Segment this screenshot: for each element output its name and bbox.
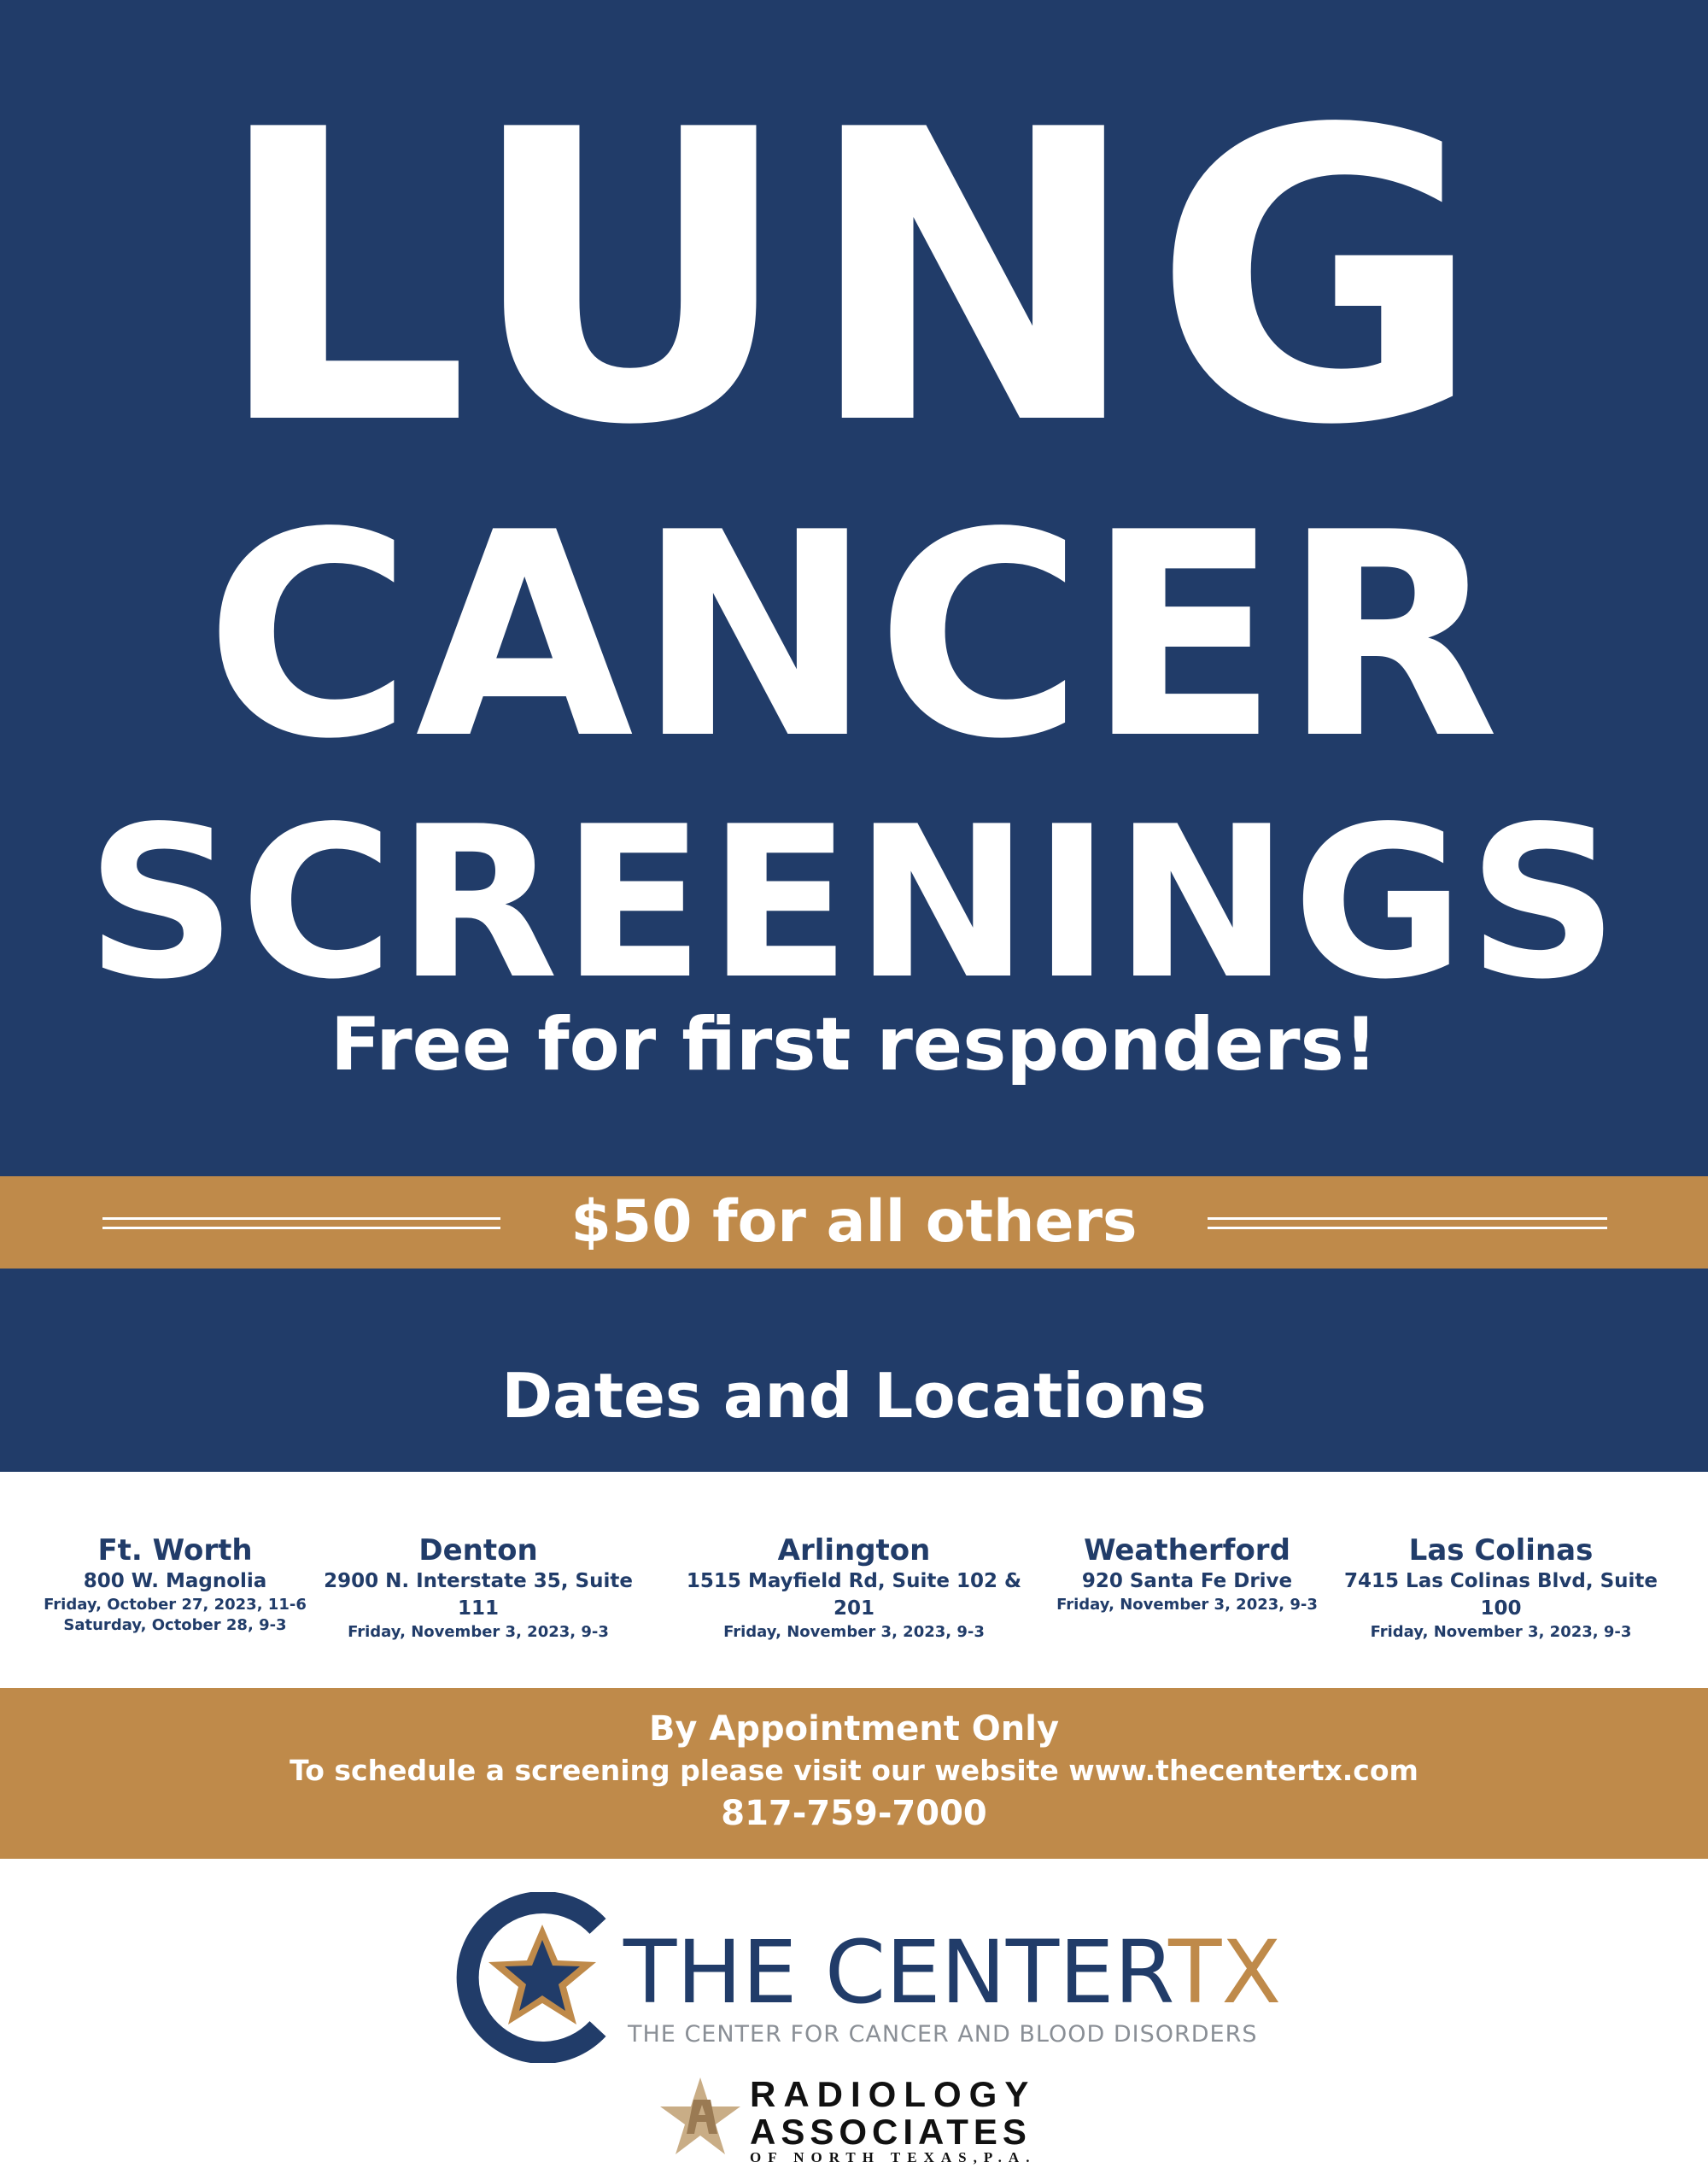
- divider-right: [1208, 1217, 1607, 1229]
- price-text: $50 for all others: [570, 1188, 1138, 1256]
- location-address: 800 W. Magnolia: [83, 1570, 267, 1592]
- price-banner: [0, 1176, 1708, 1269]
- location-date: Saturday, October 28, 9-3: [63, 1616, 287, 1634]
- schedule-instructions: To schedule a screening please visit our website www.thecentertx.com: [290, 1754, 1418, 1787]
- location-item: [1046, 1533, 1328, 1615]
- subhead: Free for first responders!: [330, 1002, 1378, 1087]
- location-item: [1328, 1533, 1674, 1643]
- location-city: Ft. Worth: [97, 1533, 253, 1567]
- the-center-tx-logo: [453, 1892, 1281, 2063]
- location-city: Arlington: [777, 1533, 931, 1567]
- location-item: [670, 1533, 1038, 1643]
- radiology-line-2: ASSOCIATES: [750, 2112, 1032, 2152]
- location-address: 2900 N. Interstate 35, Suite 111: [324, 1570, 633, 1620]
- location-date: Friday, October 27, 2023, 11-6: [44, 1596, 307, 1614]
- appointment-heading: By Appointment Only: [648, 1709, 1060, 1749]
- location-address: 7415 Las Colinas Blvd, Suite 100: [1344, 1570, 1658, 1620]
- locations-list: [0, 1533, 1708, 1653]
- location-date: Friday, November 3, 2023, 9-3: [1056, 1596, 1318, 1614]
- headline-line-3: SCREENINGS: [85, 782, 1623, 1025]
- radiology-line-3: OF NORTH TEXAS,P.A.: [750, 2149, 1037, 2165]
- center-c-star-icon: [453, 1892, 623, 2063]
- headline-line-1: LUNG: [214, 45, 1494, 513]
- location-city: Denton: [418, 1533, 538, 1567]
- location-city: Las Colinas: [1408, 1533, 1594, 1567]
- radiology-star-icon: [658, 2074, 743, 2159]
- location-item: [34, 1533, 316, 1636]
- location-date: Friday, November 3, 2023, 9-3: [1370, 1623, 1632, 1641]
- phone-number: 817-759-7000: [721, 1794, 987, 1833]
- center-logo-name: [623, 1922, 1282, 2024]
- center-logo-name-main: THE CENTER: [623, 1922, 1169, 2024]
- center-logo-tagline: THE CENTER FOR CANCER AND BLOOD DISORDERS: [628, 2021, 1258, 2048]
- location-address: 920 Santa Fe Drive: [1081, 1570, 1293, 1592]
- headline-line-2: CANCER: [205, 472, 1503, 800]
- radiology-associates-logo: [658, 2065, 1059, 2166]
- appointment-banner: [0, 1688, 1708, 1859]
- location-date: Friday, November 3, 2023, 9-3: [348, 1623, 609, 1641]
- location-city: Weatherford: [1084, 1533, 1290, 1567]
- location-address: 1515 Mayfield Rd, Suite 102 & 201: [686, 1570, 1022, 1620]
- dates-title: Dates and Locations: [501, 1360, 1207, 1432]
- location-item: [316, 1533, 640, 1643]
- radiology-line-1: RADIOLOGY: [750, 2074, 1037, 2114]
- location-date: Friday, November 3, 2023, 9-3: [723, 1623, 985, 1641]
- center-logo-name-accent: TX: [1168, 1922, 1282, 2024]
